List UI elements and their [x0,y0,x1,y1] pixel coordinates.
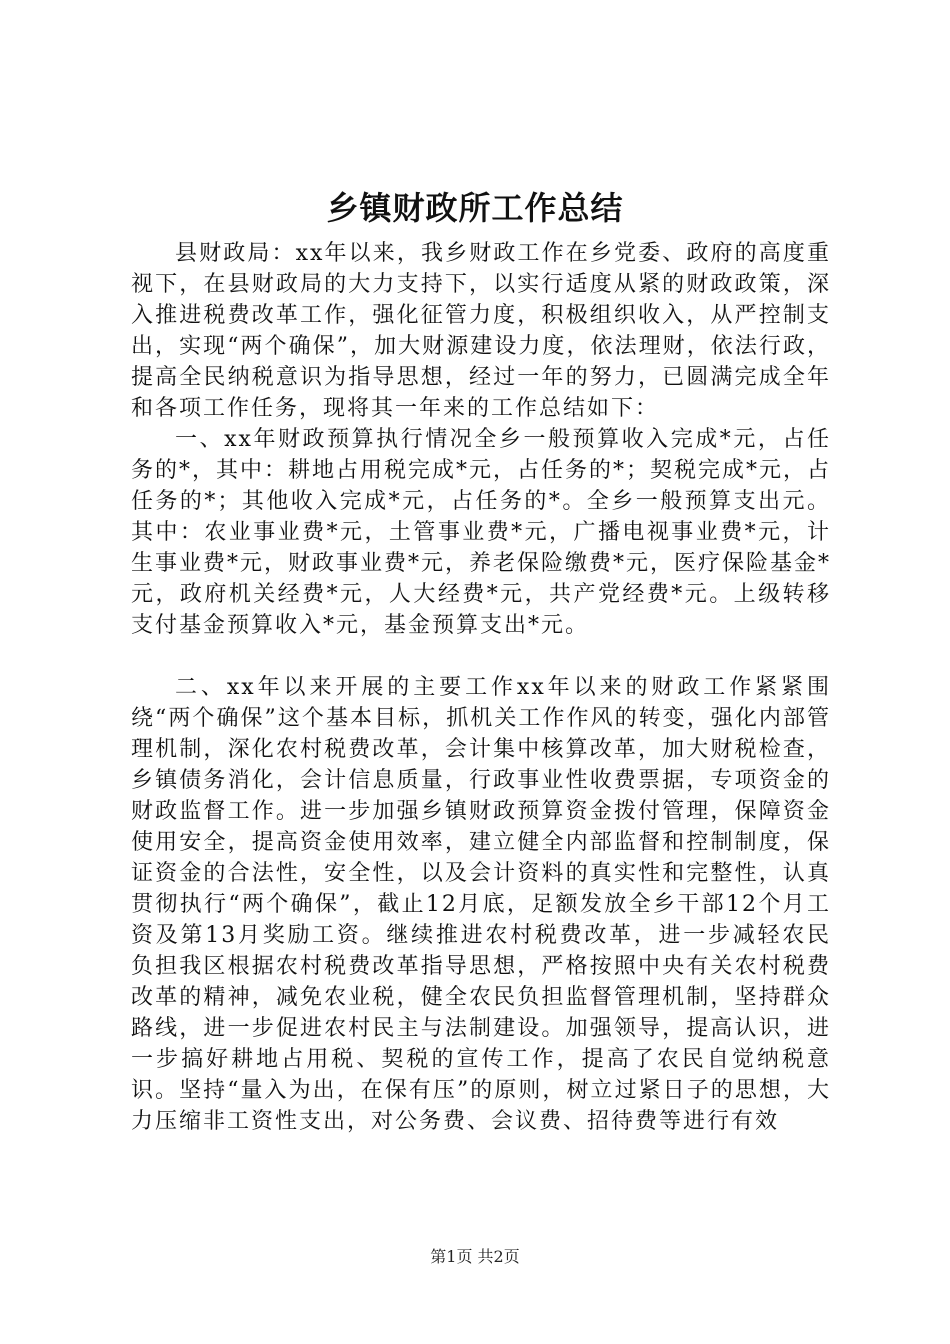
document-title: 乡镇财政所工作总结 [326,189,624,227]
paragraph-budget-execution: 一、xx年财政预算执行情况全乡一般预算收入完成*元，占任务的*，其中：耕地占用税完成*元，占任务的*；契税完成*元，占任务的*；其他收入完成*元，占任务的*。全乡一般预算支出元。其中：农业事业费*元，土管事业费*元，广播电视事业费*元，计生事业费*元，财政事业费*元，养老保险缴费*元，医疗保险基金*元，政府机关经费*元，人大经费*元，共产党经费*元。上级转移支付基金预算收入*元，基金预算支出*元。 [131,427,832,638]
paragraph-intro: 县财政局：xx年以来，我乡财政工作在乡党委、政府的高度重视下，在县财政局的大力支持下，以实行适度从紧的财政政策，深入推进税费改革工作，强化征管力度，积极组织收入，从严控制支出，实现“两个确保”，加大财源建设力度，依法理财，依法行政，提高全民纳税意识为指导思想，经过一年的努力，已圆满完成全年和各项工作任务，现将其一年来的工作总结如下： [131,241,831,421]
page-number-footer: 第1页 共2页 [430,1247,520,1266]
document-body [131,238,831,1137]
paragraph-main-work: 二、xx年以来开展的主要工作xx年以来的财政工作紧紧围绕“两个确保”这个基本目标，抓机关工作作风的转变，强化内部管理机制，深化农村税费改革，会计集中核算改革，加大财税检查，乡镇债务消化，会计信息质量，行政事业性收费票据，专项资金的财政监督工作。进一步加强乡镇财政预算资金拨付管理，保障资金使用安全，提高资金使用效率，建立健全内部监督和控制制度，保证资金的合法性，安全性，以及会计资料的真实性和完整性，认真贯彻执行“两个确保”，截止12月底，足额发放全乡干部12个月工资及第13月奖励工资。继续推进农村税费改革，进一步减轻农民负担我区根据农村税费改革指导思想，严格按照中央有关农村税费改革的精神，减免农业税，健全农民负担监督管理机制，坚持群众路线，进一步促进农村民主与法制建设。加强领导，提高认识，进一步搞好耕地占用税、契税的宣传工作，提高了农民自觉纳税意识。坚持“量入为出，在保有压”的原则，树立过紧日子的思想，大力压缩非工资性支出，对公务费、会议费、招待费等进行有效 [131,675,831,1134]
